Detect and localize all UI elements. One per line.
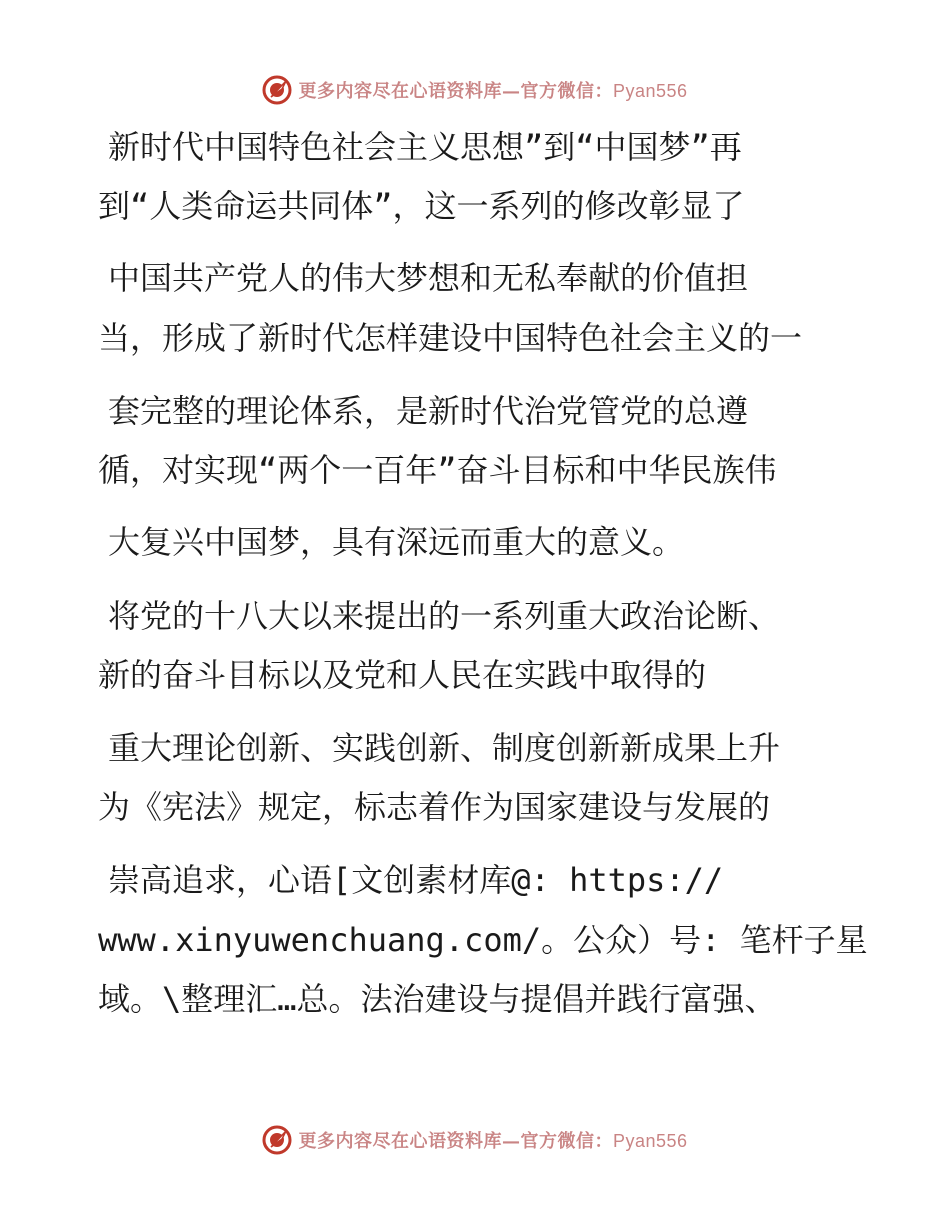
body-line: 新时代中国特色社会主义思想”到“中国梦”再 <box>108 128 742 166</box>
body-line: 域。\整理汇…总。法治建设与提倡并践行富强、 <box>98 980 777 1018</box>
header-banner-text: 更多内容尽在心语资料库—官方微信：Pyan556 <box>298 81 688 102</box>
body-line: 崇高追求，心语[文创素材库@: https:// <box>108 861 724 899</box>
body-line: 循，对实现“两个一百年”奋斗目标和中华民族伟 <box>98 451 777 489</box>
footer-banner-text: 更多内容尽在心语资料库—官方微信：Pyan556 <box>298 1131 688 1152</box>
body-line: 新的奋斗目标以及党和人民在实践中取得的 <box>98 656 707 694</box>
body-line: www.xinyuwenchuang.com/。公众）号: 笔杆子星 <box>98 921 868 959</box>
body-line: 套完整的理论体系，是新时代治党管党的总遵 <box>108 392 749 430</box>
body-line: 大复兴中国梦，具有深远而重大的意义。 <box>108 523 685 561</box>
quill-logo-icon <box>262 1125 292 1155</box>
body-line: 当，形成了新时代怎样建设中国特色社会主义的一 <box>98 319 803 357</box>
body-line: 为《宪法》规定，标志着作为国家建设与发展的 <box>98 788 771 826</box>
header-banner <box>0 70 950 110</box>
footer-banner <box>0 1120 950 1160</box>
body-line: 将党的十八大以来提出的一系列重大政治论断、 <box>108 597 781 635</box>
quill-logo-icon <box>262 75 292 105</box>
body-line: 到“人类命运共同体”，这一系列的修改彰显了 <box>98 187 745 225</box>
body-line: 中国共产党人的伟大梦想和无私奉献的价值担 <box>108 259 749 297</box>
body-line: 重大理论创新、实践创新、制度创新新成果上升 <box>108 729 781 767</box>
